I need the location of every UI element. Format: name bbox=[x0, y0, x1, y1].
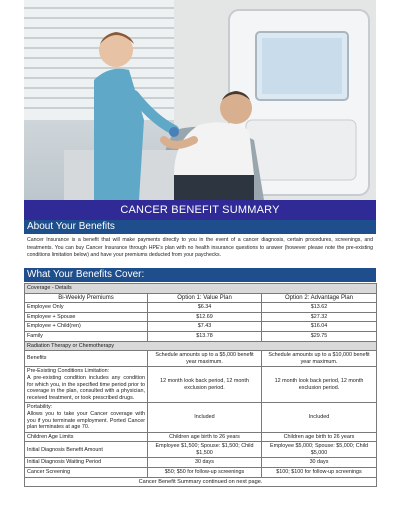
table-cell: Employee $5,000; Spouse: $5,000; Child $5,000 bbox=[262, 442, 377, 458]
about-body: Cancer Insurance is a benefit that will make payments directly to you in the event of a cancer diagnosis, certain procedures, screenings, and treatments. You can buy Cancer Insurance through HPE's plan with no health insurance questions to answer (however please note the pre-existing conditions limitation below) and have your premiums deducted from your paychecks. bbox=[27, 237, 373, 259]
section-label: Radiation Therapy or Chemotherapy bbox=[25, 341, 377, 351]
hero-photo bbox=[24, 0, 376, 200]
page-title: CANCER BENEFIT SUMMARY bbox=[24, 200, 376, 220]
table-cell: 30 days bbox=[262, 458, 377, 468]
section-label: Coverage - Details bbox=[25, 284, 377, 294]
table-cell: 30 days bbox=[148, 458, 262, 468]
table-row bbox=[25, 442, 377, 458]
row-label: Benefits bbox=[25, 351, 148, 367]
table-row bbox=[25, 351, 377, 367]
about-heading: About Your Benefits bbox=[24, 220, 376, 234]
table-cell: Children age birth to 26 years bbox=[148, 432, 262, 442]
row-label: Family bbox=[25, 331, 148, 341]
table-cell: $16.04 bbox=[262, 322, 377, 332]
table-cell: Children age birth to 26 years bbox=[262, 432, 377, 442]
table-cell: $7.43 bbox=[148, 322, 262, 332]
table-cell: $50; $50 for follow-up screenings bbox=[148, 468, 262, 478]
row-label: Employee + Child(ren) bbox=[25, 322, 148, 332]
table-cell: Employee $1,500; Spouse: $1,500; Child $1,500 bbox=[148, 442, 262, 458]
table-cell: 12 month look back period, 12 month exclusion period. bbox=[262, 367, 377, 403]
table-cell: $27.32 bbox=[262, 312, 377, 322]
row-label bbox=[25, 403, 148, 432]
row-label: Children Age Limits bbox=[25, 432, 148, 442]
column-header: Bi-Weekly Premiums bbox=[25, 293, 148, 303]
table-row bbox=[25, 458, 377, 468]
row-label: Cancer Screening bbox=[25, 468, 148, 478]
footer-row bbox=[25, 477, 377, 487]
column-header: Option 2: Advantage Plan bbox=[262, 293, 377, 303]
table-row bbox=[25, 432, 377, 442]
table-cell: $13.78 bbox=[148, 331, 262, 341]
row-label: Initial Diagnosis Benefit Amount bbox=[25, 442, 148, 458]
table-cell: 12 month look back period, 12 month exclusion period. bbox=[148, 367, 262, 403]
coverage-table bbox=[24, 283, 377, 487]
table-row bbox=[25, 403, 377, 432]
row-title: Portability: bbox=[27, 404, 53, 411]
table-cell: $29.75 bbox=[262, 331, 377, 341]
table-cell: $6.34 bbox=[148, 303, 262, 313]
table-cell: $13.62 bbox=[262, 303, 377, 313]
table-row bbox=[25, 331, 377, 341]
table-cell: $100; $100 for follow-up screenings bbox=[262, 468, 377, 478]
table-row bbox=[25, 303, 377, 313]
column-header: Option 1: Value Plan bbox=[148, 293, 262, 303]
row-title: Pre-Existing Conditions Limitation: bbox=[27, 368, 110, 375]
continued-note: Cancer Benefit Summary continued on next page. bbox=[25, 477, 377, 487]
row-label: Employee + Spouse bbox=[25, 312, 148, 322]
row-label: Initial Diagnosis Waiting Period bbox=[25, 458, 148, 468]
table-row bbox=[25, 322, 377, 332]
table-cell: $12.69 bbox=[148, 312, 262, 322]
table-cell: Schedule amounts up to a $10,000 benefit year maximum. bbox=[262, 351, 377, 367]
row-label: Employee Only bbox=[25, 303, 148, 313]
header-row bbox=[25, 293, 377, 303]
row-description: A pre-existing condition includes any condition for which you, in the specified time period prior to coverage in the plan, consulted with a physician, received treatment, or took prescribed drugs. bbox=[27, 374, 145, 401]
row-label bbox=[25, 367, 148, 403]
table-cell: Schedule amounts up to a $5,000 benefit year maximum. bbox=[148, 351, 262, 367]
table-row bbox=[25, 468, 377, 478]
row-description: Allows you to take your Cancer coverage with you if you terminate employment. Ported Cancer plan terminates at age 70. bbox=[27, 410, 145, 431]
table-cell: Included bbox=[262, 403, 377, 432]
table-row bbox=[25, 312, 377, 322]
section-row bbox=[25, 341, 377, 351]
coverage-heading: What Your Benefits Cover: bbox=[24, 268, 376, 282]
table-row bbox=[25, 367, 377, 403]
section-row bbox=[25, 284, 377, 294]
hero-illustration bbox=[24, 0, 376, 200]
table-cell: Included bbox=[148, 403, 262, 432]
